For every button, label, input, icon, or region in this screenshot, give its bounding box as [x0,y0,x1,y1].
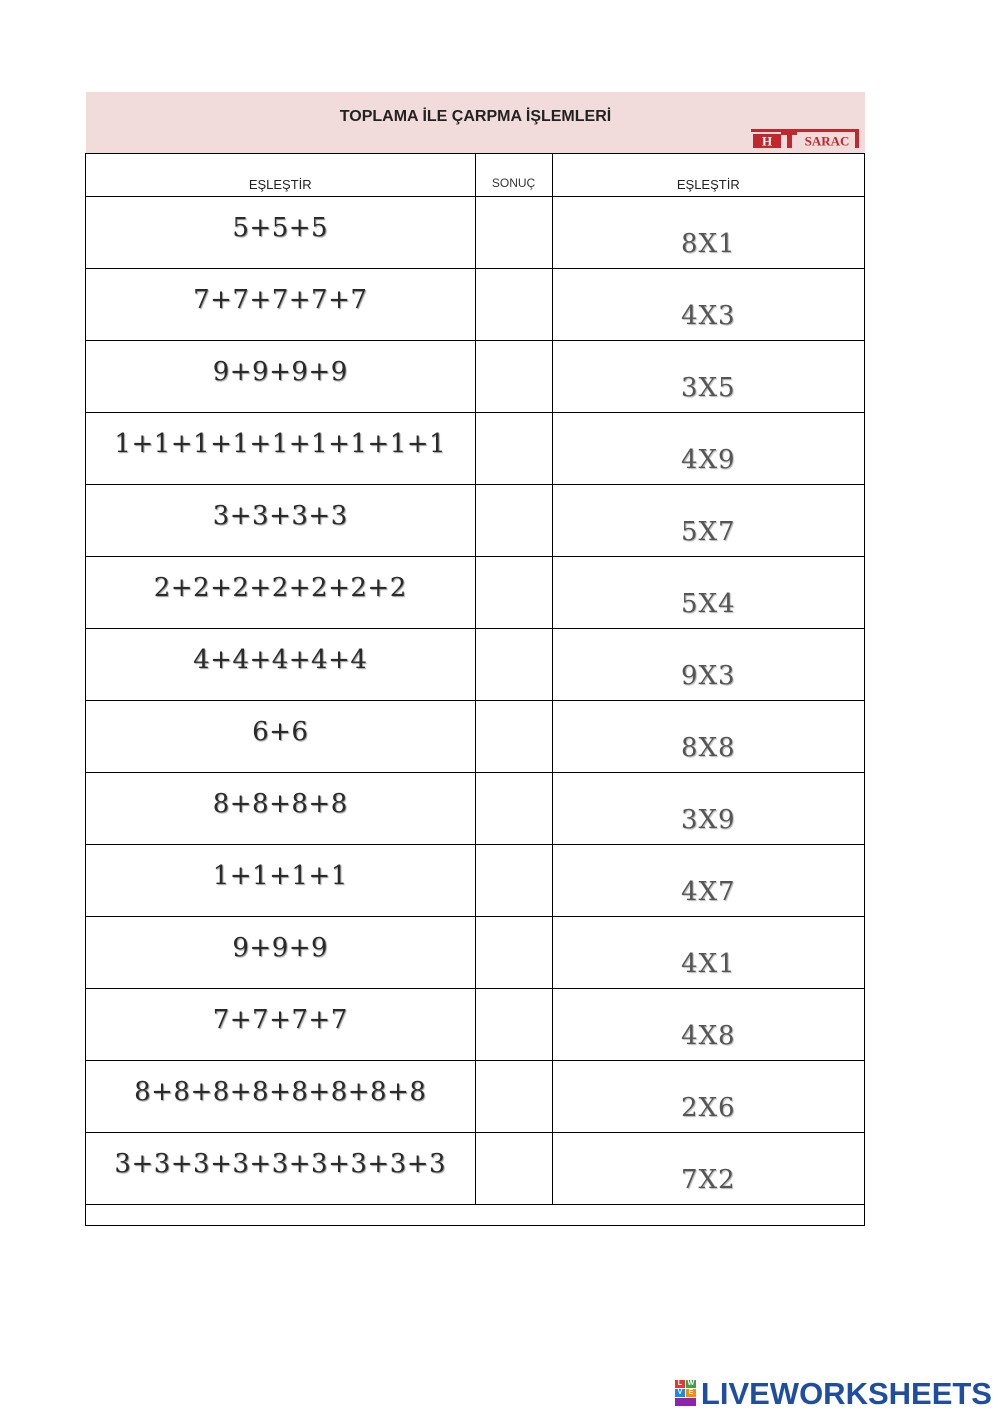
table-row [86,773,865,845]
column-label-right: EŞLEŞTİR [676,177,740,192]
addition-expression: 1+1+1+1 [212,861,348,891]
sum-cell [86,845,476,917]
addition-expression: 4+4+4+4+4 [193,645,368,675]
table-row [86,269,865,341]
product-cell [552,845,864,917]
addition-expression: 2+2+2+2+2+2+2 [153,573,407,603]
footer-cell [86,1205,865,1226]
product-cell [552,413,864,485]
multiplication-expression: 4X9 [681,445,736,475]
multiplication-expression: 2X6 [681,1093,736,1123]
table-row [86,197,865,269]
sum-cell [86,629,476,701]
table-row [86,557,865,629]
table-row [86,917,865,989]
addition-expression: 3+3+3+3+3+3+3+3+3 [114,1149,447,1179]
addition-expression: 3+3+3+3 [212,501,348,531]
multiplication-expression: 4X1 [681,949,736,979]
product-cell [552,557,864,629]
liveworksheets-wordmark: LIVEWORKSHEETS [700,1376,992,1411]
product-cell [552,629,864,701]
sum-cell [86,413,476,485]
table-row [86,341,865,413]
sum-cell [86,917,476,989]
multiplication-expression: 4X8 [681,1021,736,1051]
sum-cell [86,269,476,341]
product-cell [552,269,864,341]
multiplication-expression: 8X8 [681,733,736,763]
table-row [86,1133,865,1205]
sum-cell [86,557,476,629]
product-cell [552,989,864,1061]
table-row [86,485,865,557]
answer-cell[interactable] [475,1061,552,1133]
multiplication-expression: 9X3 [681,661,736,691]
table-row [86,701,865,773]
addition-expression: 6+6 [252,717,309,747]
answer-cell[interactable] [475,845,552,917]
sum-cell [86,485,476,557]
answer-cell[interactable] [475,197,552,269]
addition-expression: 7+7+7+7 [212,1005,348,1035]
column-label-left: EŞLEŞTİR [248,177,312,192]
worksheet-header [86,92,865,153]
answer-cell[interactable] [475,413,552,485]
answer-cell[interactable] [475,485,552,557]
addition-expression: 5+5+5 [232,213,329,243]
worksheet-title: TOPLAMA İLE ÇARPMA İŞLEMLERİ [339,108,612,125]
product-cell [552,773,864,845]
sum-cell [86,989,476,1061]
column-label-middle: SONUÇ [491,176,536,190]
liveworksheets-logo-icon: L W V E [675,1380,697,1408]
sum-cell [86,1133,476,1205]
addition-expression: 1+1+1+1+1+1+1+1+1 [114,429,447,459]
table-header-row [86,154,865,197]
answer-cell[interactable] [475,701,552,773]
product-cell [552,1133,864,1205]
multiplication-expression: 3X9 [681,805,736,835]
sarac-logo [751,127,861,151]
multiplication-expression: 7X2 [681,1165,736,1195]
table-row [86,413,865,485]
addition-expression: 7+7+7+7+7 [193,285,368,315]
sum-cell [86,1061,476,1133]
multiplication-expression: 5X4 [681,589,736,619]
liveworksheets-brand [675,1378,992,1410]
sum-cell [86,701,476,773]
table-footer-row [86,1205,865,1226]
addition-expression: 9+9+9 [232,933,329,963]
addition-expression: 8+8+8+8 [212,789,348,819]
answer-cell[interactable] [475,917,552,989]
product-cell [552,1061,864,1133]
table-row [86,989,865,1061]
product-cell [552,485,864,557]
answer-cell[interactable] [475,773,552,845]
sum-cell [86,773,476,845]
matching-table [85,153,865,1226]
product-cell [552,197,864,269]
multiplication-expression: 4X3 [681,301,736,331]
product-cell [552,917,864,989]
answer-cell[interactable] [475,269,552,341]
answer-cell[interactable] [475,1133,552,1205]
answer-cell[interactable] [475,989,552,1061]
multiplication-expression: 8X1 [681,229,736,259]
table-row [86,1061,865,1133]
table-row [86,629,865,701]
sum-cell [86,341,476,413]
answer-cell[interactable] [475,341,552,413]
multiplication-expression: 4X7 [681,877,736,907]
addition-expression: 9+9+9+9 [212,357,348,387]
header-cell-left [86,154,476,197]
header-cell-middle [475,154,552,197]
product-cell [552,341,864,413]
header-cell-right [552,154,864,197]
answer-cell[interactable] [475,629,552,701]
sum-cell [86,197,476,269]
table-row [86,845,865,917]
product-cell [552,701,864,773]
addition-expression: 8+8+8+8+8+8+8+8 [134,1077,427,1107]
multiplication-expression: 3X5 [681,373,736,403]
svg-text:SARAC: SARAC [804,133,850,149]
svg-text:H: H [761,133,773,149]
multiplication-expression: 5X7 [681,517,736,547]
answer-cell[interactable] [475,557,552,629]
